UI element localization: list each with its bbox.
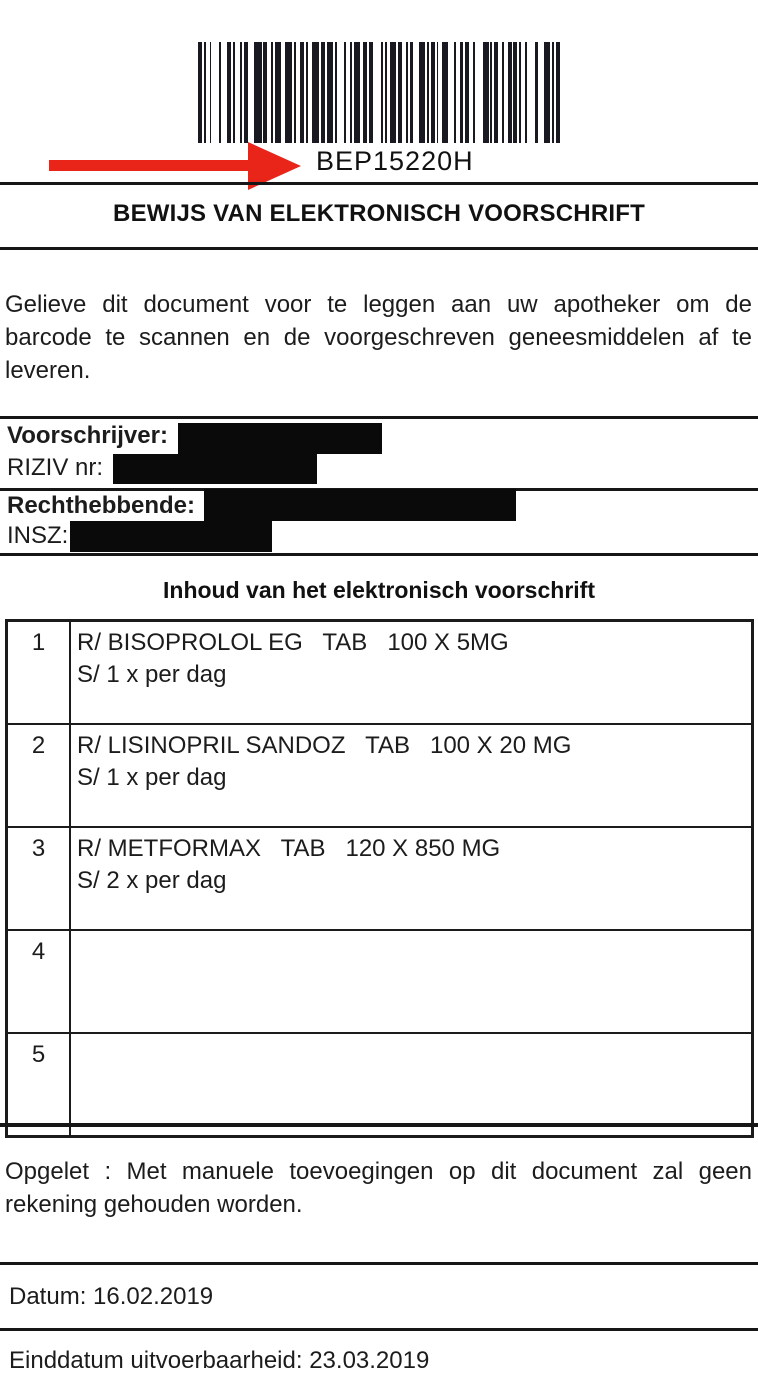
row-number: 5 [7,1033,71,1137]
dosage-line: S/ 2 x per dag [77,867,227,894]
date-value: 16.02.2019 [93,1283,214,1310]
warning-paragraph: Opgelet : Met manuele toevoegingen op dit document zal geen rekening gehouden worden. [5,1158,752,1218]
prescriber-label: Voorschrijver: [7,422,168,449]
row-number: 3 [7,827,71,930]
table-row [7,930,753,1033]
date-label: Datum: [9,1283,87,1310]
row-number: 4 [7,930,71,1033]
contents-heading: Inhoud van het elektronisch voorschrift [163,577,595,603]
beneficiary-section [0,491,758,553]
prescriber-name-redacted [178,423,382,454]
medication-line: R/ BISOPROLOL EG TAB 100 X 5MG [77,629,509,656]
medication-line: R/ LISINOPRIL SANDOZ TAB 100 X 20 MG [77,732,572,759]
barcode-image [198,42,560,143]
table-row [7,621,753,725]
divider [0,182,758,185]
insz-label: INSZ: [7,522,69,549]
date-row [9,1283,213,1311]
divider [0,1123,758,1127]
divider [0,247,758,250]
divider [0,1328,758,1331]
row-number: 2 [7,724,71,827]
beneficiary-name-redacted [204,489,516,521]
medication-table [5,619,754,1138]
insz-number-redacted [70,521,272,552]
row-number: 1 [7,621,71,725]
barcode-code-text: BEP15220H [316,146,474,176]
dosage-line: S/ 1 x per dag [77,661,227,688]
table-row [7,1033,753,1137]
dosage-line: S/ 1 x per dag [77,764,227,791]
medication-line: R/ METFORMAX TAB 120 X 850 MG [77,835,501,862]
intro-paragraph: Gelieve dit document voor te leggen aan uw apotheker om de barcode te scannen en de voorgeschreven geneesmiddelen af te leveren. [5,291,752,384]
prescriber-section [0,419,758,488]
red-arrow-icon [49,160,252,171]
beneficiary-label: Rechthebbende: [7,492,196,519]
divider [0,1262,758,1265]
end-date-label: Einddatum uitvoerbaarheid: [9,1347,303,1374]
divider [0,553,758,556]
riziv-number-redacted [113,454,317,484]
riziv-label: RIZIV nr: [7,454,104,481]
end-date-value: 23.03.2019 [309,1347,430,1374]
end-date-row [9,1347,429,1375]
table-row [7,827,753,930]
document-title: BEWIJS VAN ELEKTRONISCH VOORSCHRIFT [113,200,645,227]
table-row [7,724,753,827]
